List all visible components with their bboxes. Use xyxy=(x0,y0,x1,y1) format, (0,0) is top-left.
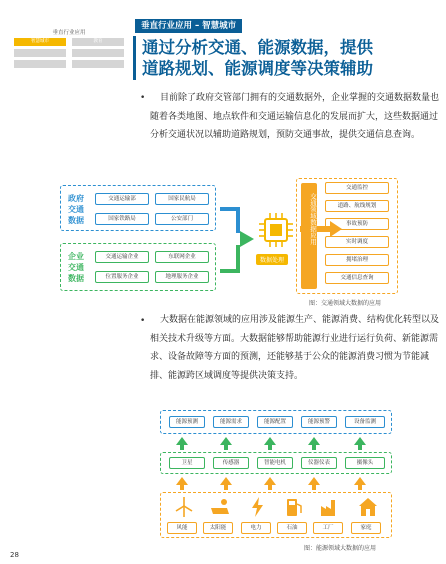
title-line-1: 通过分析交通、能源数据，提供 xyxy=(142,38,373,57)
mini-nav-item: 教育 xyxy=(72,38,124,46)
energy-top-item: 设备监测 xyxy=(345,416,385,428)
energy-up-arrows-2 xyxy=(160,475,392,491)
fuel-pump-icon xyxy=(283,496,305,518)
enterprise-item: 位置服务企业 xyxy=(95,271,149,283)
gov-item: 国家民航局 xyxy=(155,193,209,205)
energy-bottom-item: 太阳能 xyxy=(203,522,233,534)
enterprise-item: 交通运输企业 xyxy=(95,251,149,263)
energy-top-item: 能源需求 xyxy=(213,416,249,428)
bullet-dot: • xyxy=(140,93,146,103)
diagram2-caption: 图：能源领域大数据的应用 xyxy=(304,545,377,552)
mini-nav-grid xyxy=(12,38,126,68)
enterprise-item: 地理服务企业 xyxy=(155,271,209,283)
energy-mid-item: 智能电机 xyxy=(257,457,293,469)
energy-top-item: 能源预警 xyxy=(301,416,337,428)
gov-item: 公安部门 xyxy=(155,213,209,225)
gov-data-group xyxy=(60,185,216,231)
app-item: 交通信息查询 xyxy=(325,272,389,284)
energy-bottom-item: 电力 xyxy=(241,522,271,534)
app-item: 实时调度 xyxy=(325,236,389,248)
house-icon xyxy=(357,496,379,518)
mini-nav-item xyxy=(14,49,66,57)
solar-panel-icon xyxy=(209,496,231,518)
energy-mid-item: 传感器 xyxy=(213,457,249,469)
mini-nav-title: 垂直行业应用 xyxy=(52,30,86,36)
app-item: 交通监控 xyxy=(325,182,389,194)
chip-icon xyxy=(257,211,295,249)
title-line-2: 道路规划、能源调度等决策辅助 xyxy=(142,59,373,78)
energy-top-item: 能源预测 xyxy=(169,416,205,428)
title-accent-bar xyxy=(133,36,136,80)
energy-bottom-row xyxy=(160,492,392,538)
energy-bottom-item: 风能 xyxy=(167,522,197,534)
app-item: 拥堵治理 xyxy=(325,254,389,266)
app-item: 事故预防 xyxy=(325,218,389,230)
wind-turbine-icon xyxy=(173,496,195,518)
app-label: 交通领域数据应用 xyxy=(309,193,317,245)
mini-nav-item xyxy=(72,60,124,68)
mini-nav xyxy=(12,28,126,76)
diagram1-caption: 图：交通领域大数据的应用 xyxy=(309,300,382,307)
bullet-dot: • xyxy=(140,316,146,326)
lightning-icon xyxy=(247,496,269,518)
energy-bottom-item: 家庭 xyxy=(351,522,381,534)
energy-mid-row xyxy=(160,452,392,474)
energy-bottom-item: 石油 xyxy=(277,522,307,534)
enterprise-item: 东联网企业 xyxy=(155,251,209,263)
energy-top-item: 能源配置 xyxy=(257,416,293,428)
energy-bottom-item: 工厂 xyxy=(313,522,343,534)
mini-nav-item xyxy=(14,60,66,68)
enterprise-data-group xyxy=(60,243,216,291)
mini-nav-item xyxy=(72,49,124,57)
page-title xyxy=(142,37,438,79)
gov-data-label: 政府交通数据 xyxy=(68,194,84,225)
gov-item: 国家铁路局 xyxy=(95,213,149,225)
factory-icon xyxy=(319,496,341,518)
energy-top-row xyxy=(160,410,392,434)
energy-mid-item: 摄像头 xyxy=(345,457,385,469)
gov-item: 交通运输部 xyxy=(95,193,149,205)
traffic-diagram xyxy=(60,181,442,311)
energy-up-arrows-1 xyxy=(160,434,392,452)
enterprise-data-label: 企业交通数据 xyxy=(68,252,84,283)
mini-nav-item: 智慧城市 xyxy=(14,38,66,46)
processing-label: 数据处理 xyxy=(256,254,288,265)
energy-mid-item: 卫星 xyxy=(169,457,205,469)
page-number: 28 xyxy=(10,551,19,559)
app-item: 道路、航线规划 xyxy=(325,200,389,212)
section-badge: 垂直行业应用 – 智慧城市 xyxy=(135,19,242,33)
paragraph-traffic: 目前除了政府交管部门拥有的交通数据外，企业掌握的交通数据数量也随着各类地图、地点软件和交通运输信息化的发展而扩大，这些数据通过分析交通状况以辅助道路规划，预防交通事故，提供交通信息查询。 xyxy=(150,93,440,140)
merge-arrows xyxy=(218,199,258,279)
energy-mid-item: 仪器仪表 xyxy=(301,457,337,469)
paragraph-energy: 大数据在能源领域的应用涉及能源生产、能源消费、结构优化转型以及相关技术升级等方面。大数据能够帮助能源行业进行运行负荷、新能源需求、设备故障等方面的预测，还能够基于公众的能源消费习惯为节能减排、能源跨区域调度等提供决策支持。 xyxy=(150,315,440,381)
